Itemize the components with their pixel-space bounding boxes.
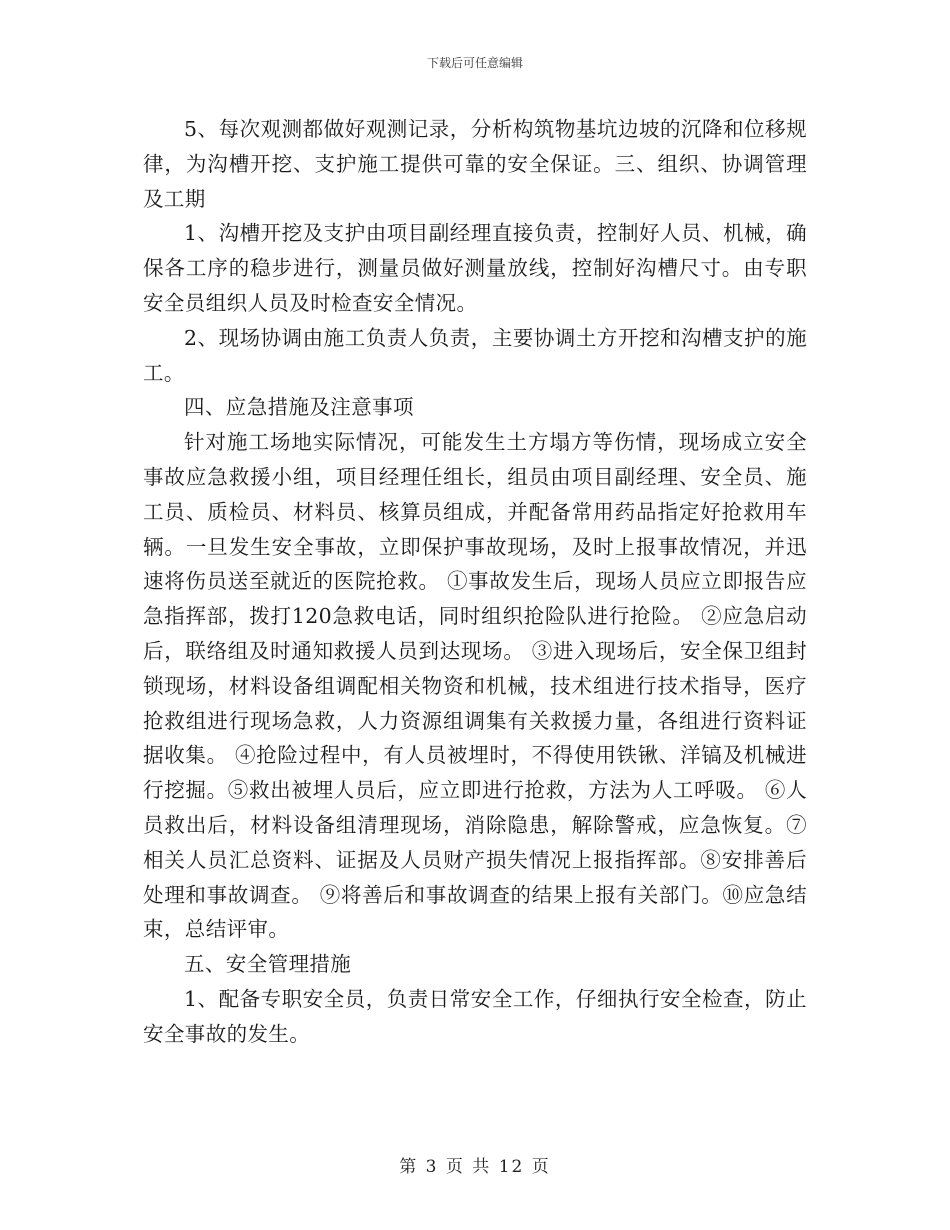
paragraph-site-coordination: 2、现场协调由施工负责人负责，主要协调土方开挖和沟槽支护的施工。 <box>143 325 807 385</box>
page-header: 下载后可任意编辑 <box>426 56 523 70</box>
paragraph-emergency-measures: 针对施工场地实际情况，可能发生土方塌方等伤情，现场成立安全事故应急救援小组，项目经理任组长，组员由项目副经理、安全员、施工员、质检员、材料员、核算员组成，并配备常用药品指定好抢救用车辆。一旦发生安全事故，立即保护事故现场，及时上报事故情况，并迅速将伤员送至就近的医院抢救。 ①事故发生后，现场人员应立即报告应急指挥部，拨打120急救电话，同时组织抢险队进行抢险。 ②应急启动后，联络组及时通知救援人员到达现场。 ③进入现场后，安全保卫组封锁现场，材料设备组调配相关物资和机械，技术组进行技术指导，医疗抢救组进行现场急救，人力资源组调集有关救援力量，各组进行资料证据收集。 ④抢险过程中，有人员被埋时，不得使用铁锹、洋镐及机械进行挖掘。⑤救出被埋人员后，应立即进行抢救，方法为人工呼吸。 ⑥人员救出后，材料设备组清理现场，消除隐患，解除警戒，应急恢复。⑦相关人员汇总资料、证据及人员财产损失情况上报指挥部。⑧安排善后处理和事故调查。 ⑨将善后和事故调查的结果上报有关部门。⑩应急结束，总结评审。 <box>143 430 807 942</box>
paragraph-observation-record: 5、每次观测都做好观测记录，分析构筑物基坑边坡的沉降和位移规律，为沟槽开挖、支护施工提供可靠的安全保证。三、组织、协调管理及工期 <box>143 117 807 211</box>
section-heading-safety-management: 五、安全管理措施 <box>184 952 352 977</box>
section-heading-emergency: 四、应急措施及注意事项 <box>184 395 414 420</box>
paragraph-safety-officer: 1、配备专职安全员，负责日常安全工作，仔细执行安全检查，防止安全事故的发生。 <box>143 986 807 1046</box>
document-body <box>143 112 807 1052</box>
page-footer: 第 3 页 共 12 页 <box>399 1157 551 1177</box>
paragraph-trench-responsibility: 1、沟槽开挖及支护由项目副经理直接负责，控制好人员、机械，确保各工序的稳步进行，测量员做好测量放线，控制好沟槽尺寸。由专职安全员组织人员及时检查安全情况。 <box>143 221 807 315</box>
